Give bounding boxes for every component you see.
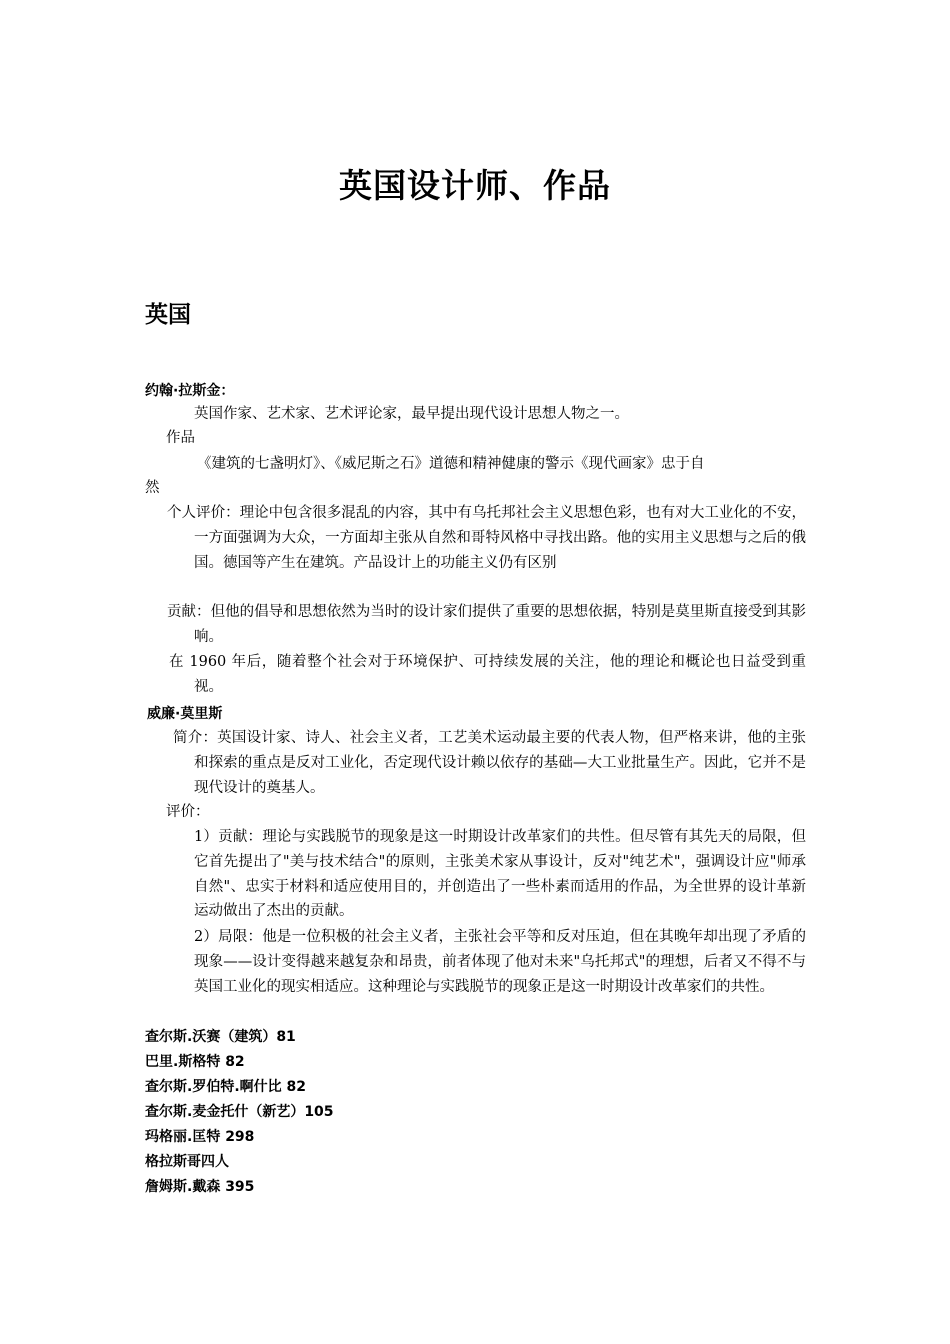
ruskin-later: 在 1960 年后，随着整个社会对于环境保护、可持续发展的关注，他的理论和概论也日益受到重视。 — [169, 654, 806, 695]
morris-point-2: 2）局限：他是一位积极的社会主义者，主张社会平等和反对压迫，但在其晚年却出现了矛盾的现象——设计变得越来越复杂和昂贵，前者体现了他对未来"乌托邦式"的理想，后者又不得不与英国工业化的现实相适应。这种理论与实践脱节的现象正是这一时期设计改革家们的共性。 — [194, 929, 806, 995]
designer-item: 玛格丽.匡特 298 — [145, 1129, 255, 1145]
ruskin-evaluation: 个人评价：理论中包含很多混乱的内容，其中有乌托邦社会主义思想色彩，也有对大工业化的不安，一方面强调为大众，一方面却主张从自然和哥特风格中寻找出路。他的实用主义思想与之后的俄国。德国等产生在建筑。产品设计上的功能主义仍有区别 — [167, 505, 806, 571]
ruskin-intro: 英国作家、艺术家、艺术评论家，最早提出现代设计思想人物之一。 — [194, 406, 629, 422]
ruskin-works-line1: 《建筑的七盏明灯》、《威尼斯之石》道德和精神健康的警示《现代画家》忠于自 — [197, 456, 705, 472]
ruskin-works-label: 作品 — [166, 430, 195, 446]
ruskin-contribution: 贡献：但他的倡导和思想依然为当时的设计家们提供了重要的思想依据，特别是莫里斯直接受到其影响。 — [167, 604, 806, 645]
designer-item: 格拉斯哥四人 — [145, 1154, 229, 1170]
section-heading: 英国 — [145, 302, 191, 328]
designer-item: 查尔斯.麦金托什（新艺）105 — [145, 1104, 334, 1120]
designer-item: 詹姆斯.戴森 395 — [145, 1179, 255, 1195]
morris-intro: 简介：英国设计家、诗人、社会主义者，工艺美术运动最主要的代表人物，但严格来讲，他的主张和探索的重点是反对工业化，否定现代设计赖以依存的基础—大工业批量生产。因此，它并不是现代设计的奠基人。 — [173, 730, 806, 796]
page-title: 英国设计师、作品 — [339, 166, 611, 205]
ruskin-works-line2: 然 — [145, 480, 160, 496]
morris-point-1: 1）贡献：理论与实践脱节的现象是这一时期设计改革家们的共性。但尽管有其先天的局限，但它首先提出了"美与技术结合"的原则，主张美术家从事设计，反对"纯艺术"，强调设计应"师承自然"、忠实于材料和适应使用目的，并创造出了一些朴素而适用的作品，为全世界的设计革新运动做出了杰出的贡献。 — [194, 829, 806, 920]
designer-item: 查尔斯.沃赛（建筑）81 — [145, 1029, 296, 1045]
designer-item: 巴里.斯格特 82 — [145, 1054, 245, 1070]
morris-name: 威廉·莫里斯 — [147, 706, 223, 722]
morris-evaluation-label: 评价： — [166, 804, 210, 820]
designer-item: 查尔斯.罗伯特.啊什比 82 — [145, 1079, 306, 1095]
ruskin-name: 约翰·拉斯金： — [145, 383, 235, 399]
